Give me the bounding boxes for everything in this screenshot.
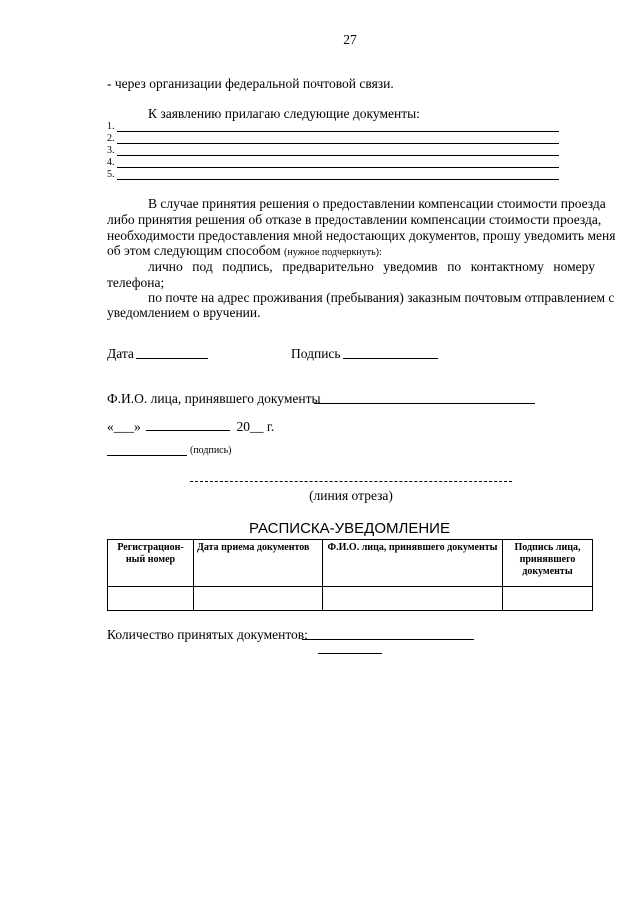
count-label: Количество принятых документов: bbox=[107, 627, 308, 642]
day-blank[interactable]: ___ bbox=[113, 419, 134, 434]
attachment-number: 2. bbox=[107, 133, 115, 144]
fio-cell[interactable] bbox=[323, 587, 503, 611]
fio-label: Ф.И.О. лица, принявшего документы bbox=[107, 391, 321, 406]
signature-field[interactable] bbox=[343, 346, 438, 359]
header-reg-number: Регистрацион-ный номер bbox=[108, 540, 194, 587]
close-quote: » bbox=[134, 419, 141, 434]
option-in-person-cont: телефона; bbox=[107, 275, 165, 290]
reg-number-cell[interactable] bbox=[108, 587, 194, 611]
paragraph-text: об этом следующим способом bbox=[107, 243, 281, 258]
signature-cell[interactable] bbox=[503, 587, 593, 611]
date-label: Дата bbox=[107, 346, 134, 361]
receipt-table bbox=[107, 539, 593, 611]
signature-note: (подпись) bbox=[190, 445, 232, 456]
year-prefix: 20 bbox=[236, 419, 250, 434]
table-row bbox=[108, 587, 593, 611]
option-by-mail-cont: уведомлением о вручении. bbox=[107, 305, 261, 320]
signature-line[interactable] bbox=[107, 445, 187, 456]
month-field[interactable] bbox=[146, 418, 230, 431]
attachment-line-5[interactable] bbox=[107, 169, 559, 181]
underline-hint: (нужное подчеркнуть): bbox=[284, 247, 382, 258]
date-field[interactable] bbox=[136, 346, 208, 359]
year-blank[interactable]: __ bbox=[250, 419, 264, 434]
attachment-line-2[interactable] bbox=[107, 133, 559, 145]
page-number: 27 bbox=[343, 32, 357, 47]
paragraph-line-2: либо принятия решения об отказе в предоставлении компенсации стоимости проезда, bbox=[107, 212, 602, 227]
receipt-header-row bbox=[108, 540, 593, 587]
attachment-line-1[interactable] bbox=[107, 121, 559, 133]
attachment-number: 3. bbox=[107, 145, 115, 156]
paragraph-line-3: необходимости предоставления мной недостающих документов, прошу уведомить меня bbox=[107, 228, 616, 243]
signature-label: Подпись bbox=[291, 346, 341, 361]
attachment-number: 5. bbox=[107, 169, 115, 180]
count-field[interactable] bbox=[302, 627, 474, 640]
attachment-number: 1. bbox=[107, 121, 115, 132]
attachment-line-4[interactable] bbox=[107, 157, 559, 169]
cut-line bbox=[190, 481, 512, 482]
attachments-heading: К заявлению прилагаю следующие документы: bbox=[148, 106, 420, 121]
option-by-mail[interactable]: по почте на адрес проживания (пребывания) заказным почтовым отправлением с bbox=[148, 290, 615, 305]
paragraph-line-1: В случае принятия решения о предоставлении компенсации стоимости проезда bbox=[148, 196, 606, 211]
open-quote: « bbox=[107, 419, 114, 434]
end-divider bbox=[318, 653, 382, 654]
acceptance-date-cell[interactable] bbox=[194, 587, 323, 611]
fio-field[interactable] bbox=[314, 391, 535, 404]
header-acceptance-date: Дата приема документов bbox=[194, 540, 323, 587]
acceptance-date-line bbox=[107, 418, 274, 435]
delivery-method-line: - через организации федеральной почтовой связи. bbox=[107, 76, 394, 91]
header-fio: Ф.И.О. лица, принявшего документы bbox=[323, 540, 503, 587]
year-suffix: г. bbox=[266, 419, 275, 434]
cut-line-label: (линия отреза) bbox=[309, 488, 393, 503]
header-signature: Подпись лица, принявшего документы bbox=[503, 540, 593, 587]
option-in-person[interactable]: лично под подпись, предварительно уведомив по контактному номеру bbox=[148, 259, 595, 274]
attachment-number: 4. bbox=[107, 157, 115, 168]
receipt-title: РАСПИСКА-УВЕДОМЛЕНИЕ bbox=[249, 520, 450, 537]
attachment-line-3[interactable] bbox=[107, 145, 559, 157]
